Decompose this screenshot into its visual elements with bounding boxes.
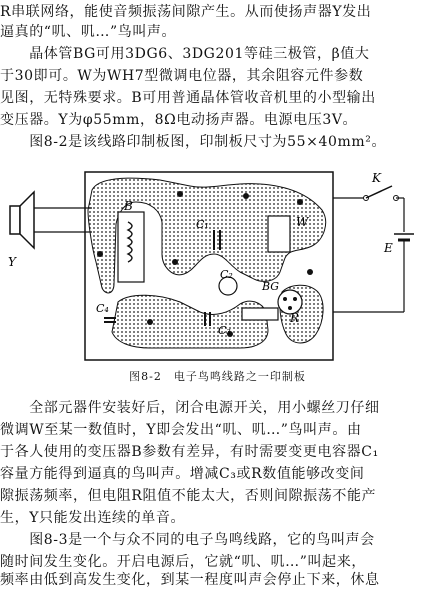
text-line: 随时间发生变化。开启电源后，它就“叽、叽…”叫起来， xyxy=(0,554,366,570)
text-line: 图8-3是一个与众不同的电子鸟鸣线路，它的鸟叫声会 xyxy=(0,532,375,548)
speaker-icon xyxy=(10,192,34,248)
switch-k xyxy=(366,186,392,198)
text-line: 于各人使用的变压器B参数有差异，有时需要变更电容器C₁ xyxy=(0,444,379,460)
text-line: 生，Y只能发出连续的单音。 xyxy=(0,510,186,526)
figure-caption: 图8-2 电子鸟鸣线路之一印制板 xyxy=(129,370,306,383)
label-e: E xyxy=(384,241,393,255)
transformer-outline xyxy=(118,212,144,282)
label-k: K xyxy=(372,171,381,185)
text-line: 于30即可。W为WH7型微调电位器，其余阻容元件参数 xyxy=(0,68,364,84)
potentiometer-w xyxy=(268,216,290,252)
text-line: 容量方能得到逼真的鸟叫声。增减C₃或R数值能够改变间 xyxy=(0,466,365,482)
text-line: 图8-2是该线路印制板图，印制板尺寸为55×40mm²。 xyxy=(0,134,387,150)
label-c3: C₃ xyxy=(218,324,231,337)
text-line: 微调W至某一数值时，Y即会发出“叽、叽…”鸟叫声。由 xyxy=(0,422,362,438)
copper-region-bottom xyxy=(112,295,268,348)
text-line: 见图，无特殊要求。B可用普通晶体管收音机里的小型输出 xyxy=(0,90,376,106)
text-line: 变压器。Y为φ55mm，8Ω电动扬声器。电源电压3V。 xyxy=(0,112,358,128)
text-line: 晶体管BG可用3DG6、3DG201等硅三极管，β值大 xyxy=(0,46,370,62)
text-line: 频率由低到高发生变化，到某一程度叫声会停止下来，休息 xyxy=(0,572,380,588)
pcb-drawing xyxy=(0,162,435,367)
resistor-r xyxy=(242,308,278,320)
text-line: 逼真的“叽、叽…”鸟叫声。 xyxy=(0,24,177,40)
text-line: 全部元器件安装好后，闭合电源开关，用小螺丝刀仔细 xyxy=(0,400,380,416)
label-c4: C₄ xyxy=(96,302,109,315)
text-line: R串联网络，能使音频振荡间隙产生。从而使扬声器Y发出 xyxy=(0,4,372,20)
label-w: W xyxy=(296,215,309,229)
label-c1: C₁ xyxy=(196,218,209,231)
battery-e xyxy=(394,234,414,240)
label-r: R xyxy=(290,311,300,325)
pcb-figure xyxy=(0,162,435,390)
label-c2: C₂ xyxy=(220,268,233,281)
label-b: B xyxy=(124,199,133,213)
label-bg: BG xyxy=(262,280,280,293)
label-y: Y xyxy=(8,255,16,269)
text-line: 隙振荡频率，但电阻R阻值不能太大，否则间隙振荡不能产 xyxy=(0,488,377,504)
